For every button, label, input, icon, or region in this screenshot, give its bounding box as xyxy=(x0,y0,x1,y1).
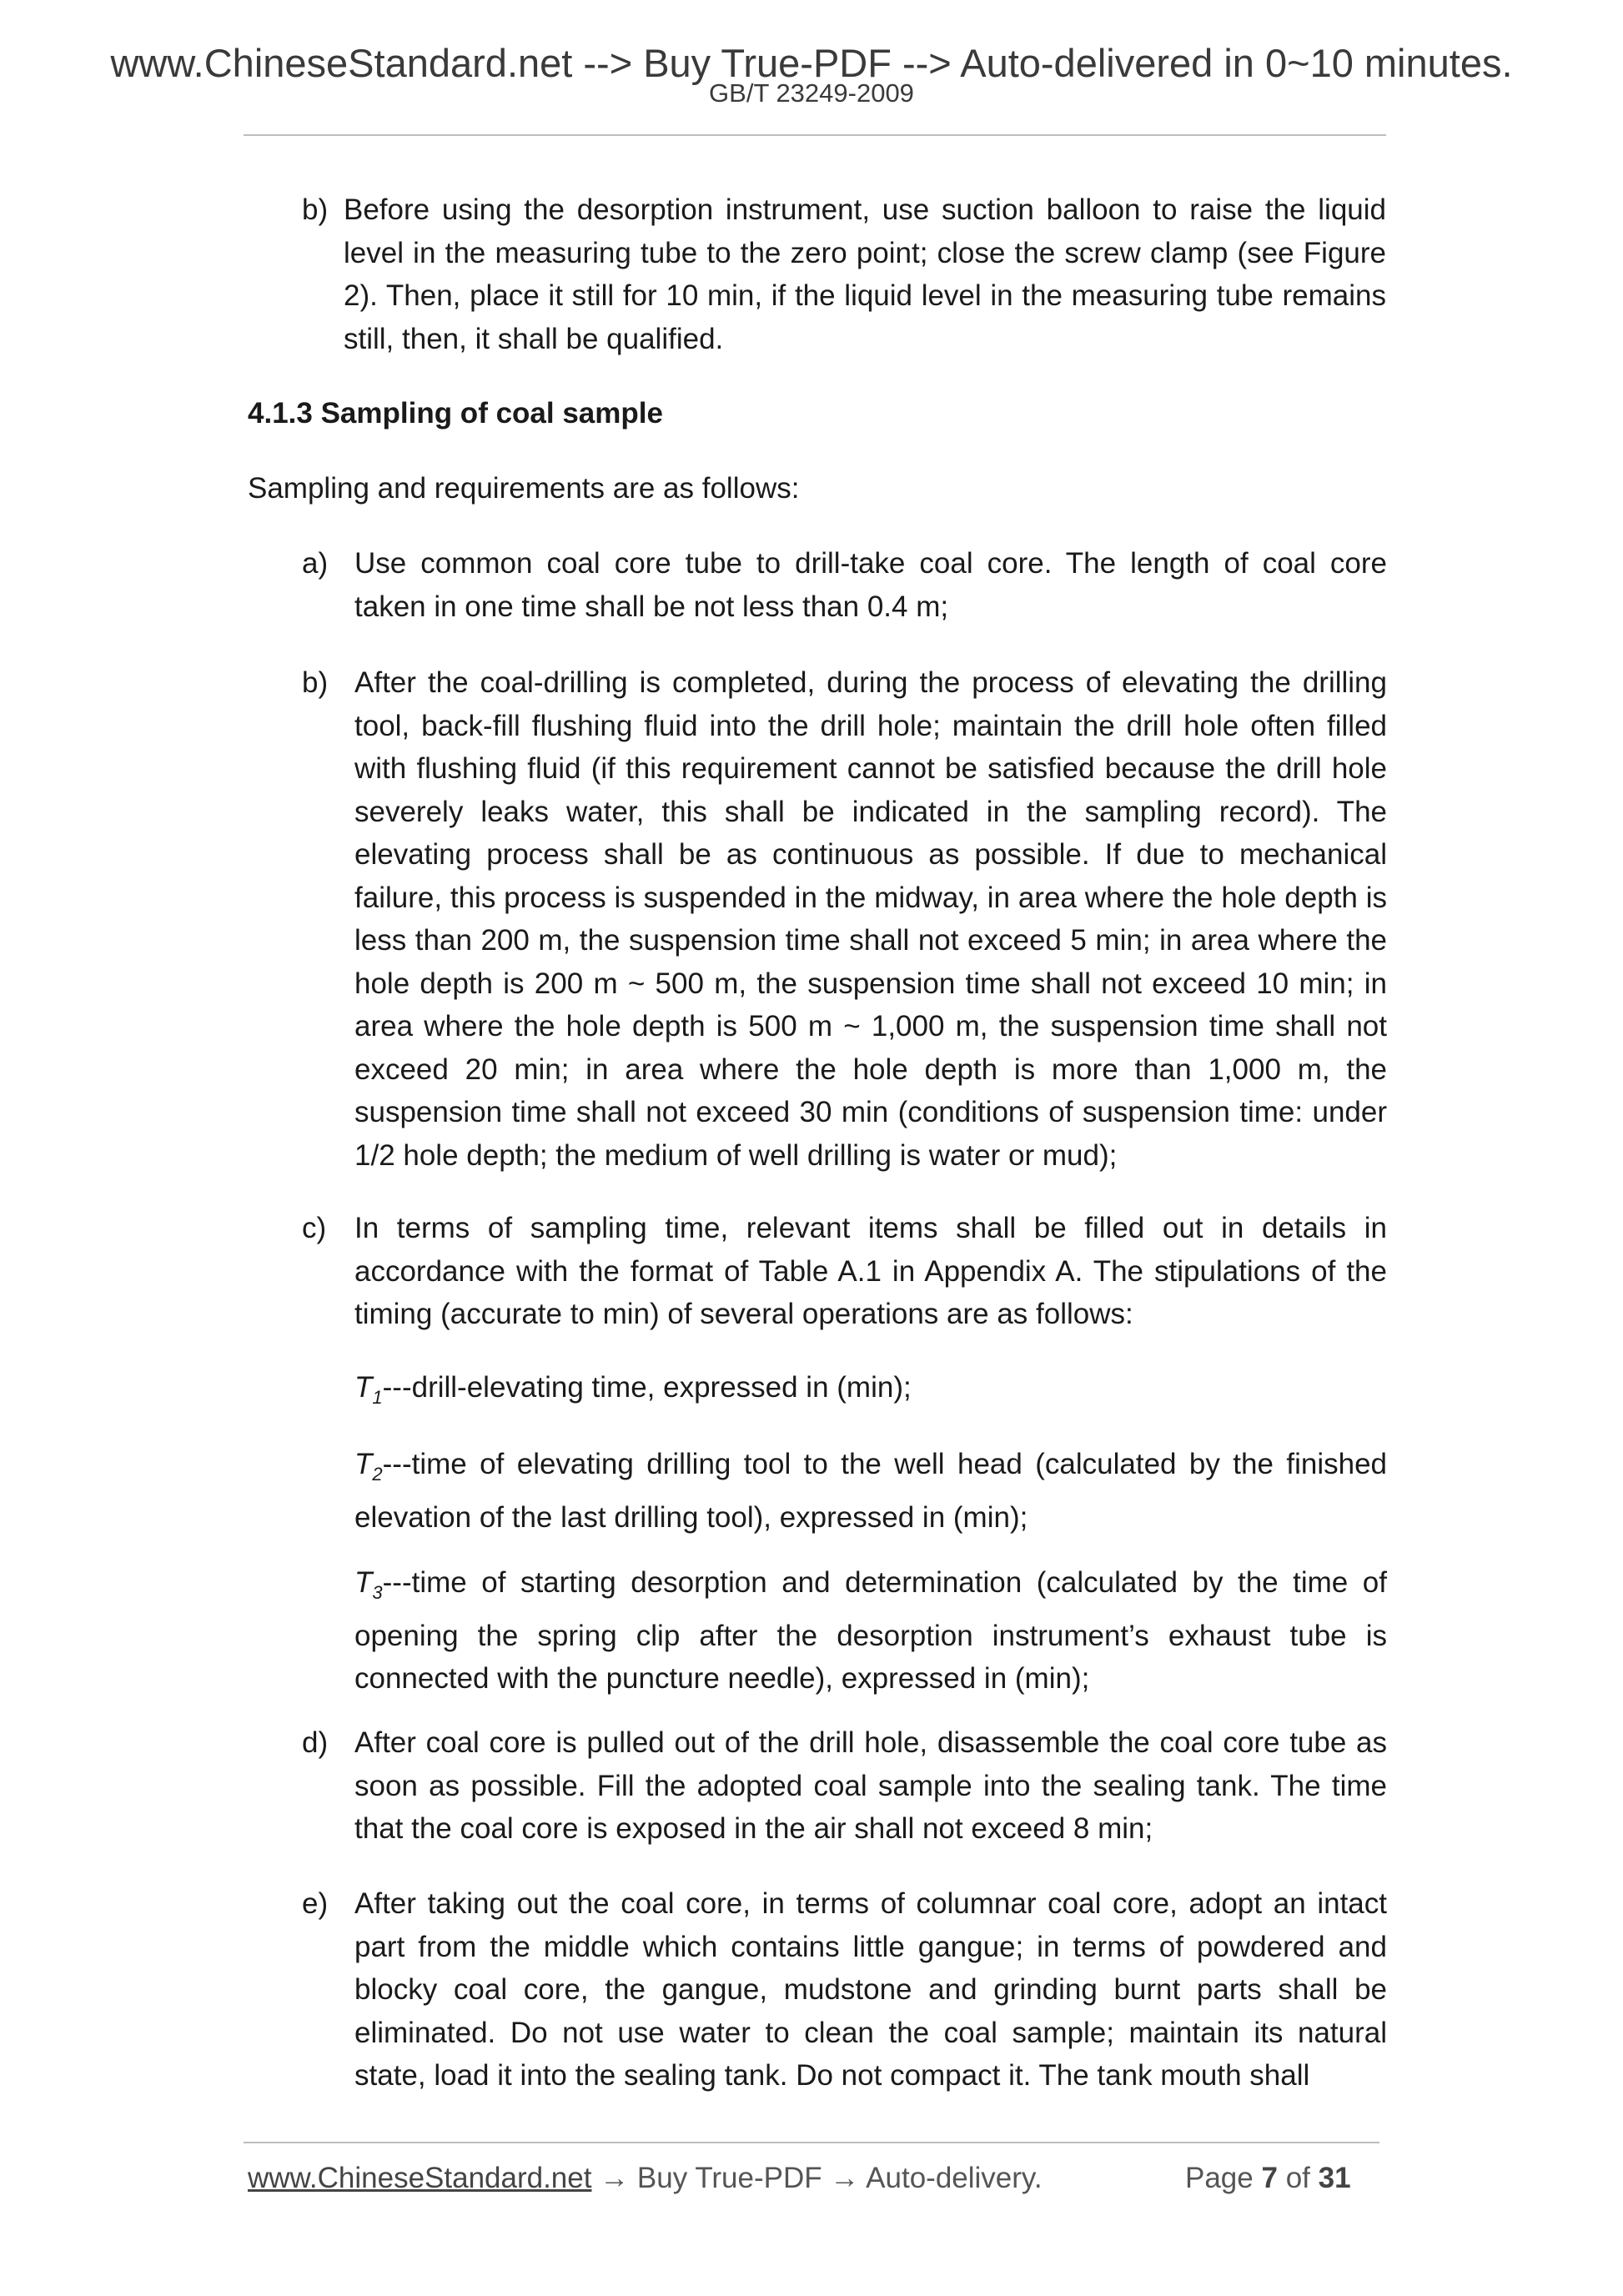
page-total: 31 xyxy=(1318,2162,1351,2194)
footer-tagline: → Buy True-PDF → Auto-delivery. xyxy=(591,2162,1043,2194)
list-marker: b) xyxy=(302,666,329,699)
timing-symbol: $T_2$ xyxy=(354,1448,383,1485)
list-item-text: After the coal-drilling is completed, during the process of elevating the drilling tool, back-fill flushing fluid into the drill hole; maintain the drill hole often filled with flushing fluid (if this requirement cannot be satisfied because the drill hole severely leaks water, this shall be indicated in the sampling record). The elevating process shall be as continuous as possible. If due to mechanical failure, this process is suspended in the midway, in area where the hole depth is less than 200 m, the suspension time shall not exceed 5 min; in area where the hole depth is 200 m ~ 500 m, the suspension time shall not exceed 10 min; in area where the hole depth is 500 m ~ 1,000 m, the suspension time shall not exceed 20 min; in area where the hole depth is more than 1,000 m, the suspension time shall not exceed 30 min (conditions of suspension time: under 1/2 hole depth; the medium of well drilling is water or mud); xyxy=(354,666,1387,1172)
footer-promo xyxy=(248,2161,1043,2196)
section-heading: 4.1.3 Sampling of coal sample xyxy=(248,397,663,430)
timing-symbol: $T_1$ xyxy=(354,1371,383,1408)
list-item-text: Use common coal core tube to drill-take coal core. The length of coal core taken in one time shall be not less than 0.4 m; xyxy=(354,547,1387,623)
list-marker: c) xyxy=(302,1212,327,1244)
list-item-text: In terms of sampling time, relevant items shall be filled out in details in accordance with the format of Table A.1 in Appendix A. The stipulations of the timing (accurate to min) of several operations are as follows: xyxy=(354,1212,1387,1330)
header-divider xyxy=(244,134,1386,136)
timing-text: ---time of elevating drilling tool to the well head (calculated by the finished elevation of the last drilling tool), expressed in (min); xyxy=(354,1448,1387,1534)
timing-text: ---time of starting desorption and determination (calculated by the time of opening the spring clip after the desorption instrument’s exhaust tube is connected with the puncture needle), expressed in (min); xyxy=(354,1566,1387,1695)
timing-definition-t3 xyxy=(354,1561,1387,1701)
document-number: GB/T 23249-2009 xyxy=(709,78,914,108)
timing-definition-t2 xyxy=(354,1443,1387,1539)
list-item-text: After taking out the coal core, in terms of columnar coal core, adopt an intact part from the middle which contains little gangue; in terms of powdered and blocky coal core, the gangue, mudstone and grinding burnt parts shall be eliminated. Do not use water to clean the coal sample; maintain its natural state, load it into the sealing tank. Do not compact it. The tank mouth shall xyxy=(354,1887,1387,2092)
page-label: Page xyxy=(1185,2162,1254,2194)
list-marker: a) xyxy=(302,547,329,580)
timing-symbol: $T_3$ xyxy=(354,1566,383,1603)
list-marker: b) xyxy=(302,193,329,226)
of-label: of xyxy=(1285,2162,1310,2194)
footer-site-link[interactable]: www.ChineseStandard.net xyxy=(248,2162,592,2194)
site-banner: www.ChineseStandard.net --> Buy True-PDF --> Auto-delivered in 0~10 minutes. xyxy=(110,41,1513,85)
timing-definition-t1 xyxy=(354,1366,1387,1419)
list-marker: d) xyxy=(302,1726,329,1759)
footer-divider xyxy=(244,2142,1379,2143)
page-number: 7 xyxy=(1261,2162,1278,2194)
timing-text: ---drill-elevating time, expressed in (min); xyxy=(382,1371,912,1404)
intro-text: Sampling and requirements are as follows: xyxy=(248,472,800,505)
list-item-text: Before using the desorption instrument, use suction balloon to raise the liquid level in the measuring tube to the zero point; close the screw clamp (see Figure 2). Then, place it still for 10 min, if the liquid level in the measuring tube remains still, then, it shall be qualified. xyxy=(344,193,1386,355)
page-indicator xyxy=(1185,2161,1351,2196)
list-marker: e) xyxy=(302,1887,329,1920)
list-item-text: After coal core is pulled out of the drill hole, disassemble the coal core tube as soon as possible. Fill the adopted coal sample into the sealing tank. The time that the coal core is exposed in the air shall not exceed 8 min; xyxy=(354,1726,1387,1845)
